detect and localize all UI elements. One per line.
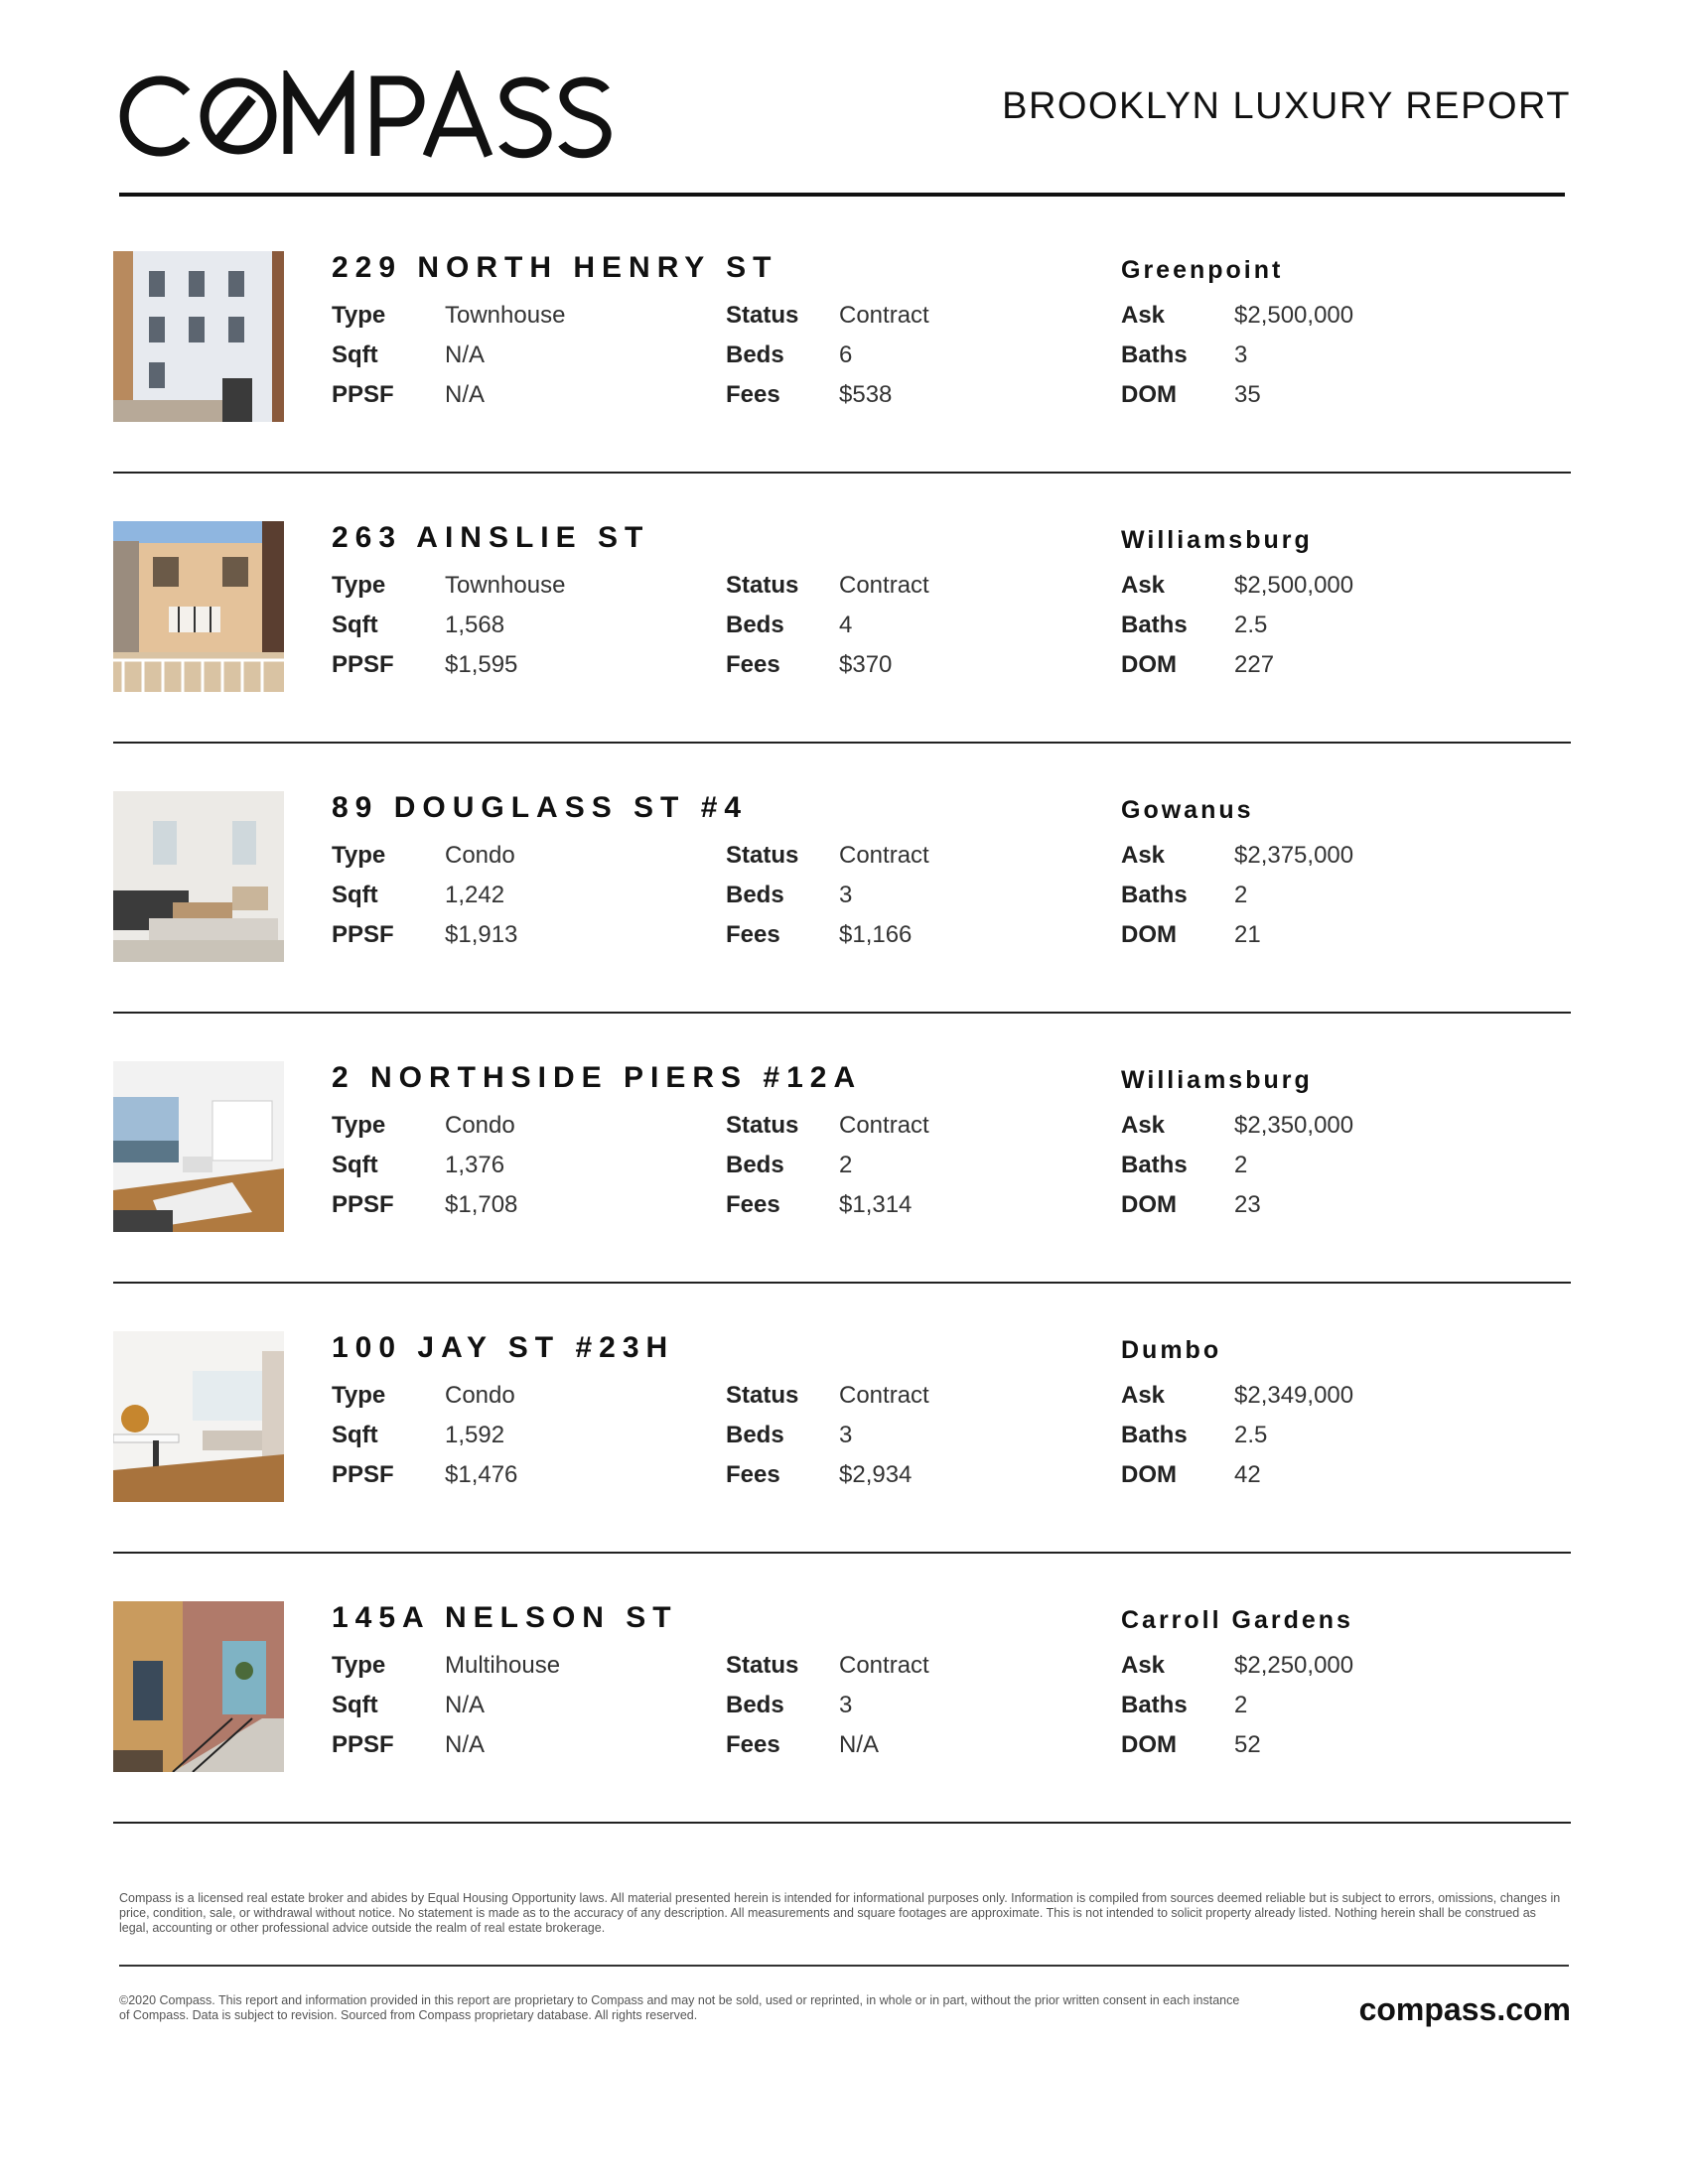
dom-value: 52 [1234, 1731, 1261, 1758]
listing-address[interactable]: 229 NORTH HENRY ST [332, 251, 778, 284]
status-label: Status [726, 842, 799, 869]
ask-label: Ask [1121, 1112, 1166, 1139]
status-value: Contract [839, 1112, 929, 1139]
dom-value: 21 [1234, 921, 1261, 948]
status-label: Status [726, 302, 799, 329]
disclaimer-text: Compass is a licensed real estate broker and abides by Equal Housing Opportunity laws. All material presented herein is intended for informational purposes only. Information is compiled from sources deemed reliable but is subject to errors, omissions, changes in price, condition, sale, or withdrawal without notice. No statement is made as to the accuracy of any description. All measurements and square footages are approximate. This is not intended to solicit property already listed. Nothing herein shall be construed as legal, accounting or other professional advice outside the realm of real estate brokerage. [119, 1891, 1561, 1935]
dom-label: DOM [1121, 921, 1177, 948]
baths-value: 2.5 [1234, 1422, 1268, 1448]
sqft-value: 1,592 [445, 1422, 505, 1448]
waterview-living-room-photo[interactable] [113, 1061, 284, 1232]
type-label: Type [332, 1382, 386, 1409]
sqft-label: Sqft [332, 882, 378, 908]
type-value: Townhouse [445, 572, 566, 599]
baths-label: Baths [1121, 1152, 1188, 1178]
ppsf-label: PPSF [332, 1731, 394, 1758]
fees-value: $1,314 [839, 1191, 913, 1218]
baths-value: 2 [1234, 882, 1248, 908]
brick-townhouse-photo[interactable] [113, 521, 284, 692]
fees-value: $2,934 [839, 1461, 913, 1488]
status-label: Status [726, 1382, 799, 1409]
baths-value: 2.5 [1234, 612, 1268, 638]
sqft-value: 1,242 [445, 882, 505, 908]
sqft-value: N/A [445, 1692, 486, 1718]
baths-value: 2 [1234, 1152, 1248, 1178]
ask-value: $2,349,000 [1234, 1382, 1354, 1409]
ask-label: Ask [1121, 842, 1166, 869]
dom-value: 35 [1234, 381, 1261, 408]
ppsf-value: $1,595 [445, 651, 518, 678]
status-value: Contract [839, 842, 929, 869]
beds-label: Beds [726, 1422, 784, 1448]
ask-value: $2,500,000 [1234, 572, 1354, 599]
listing-card[interactable] [113, 1601, 1571, 1869]
listing-neighborhood: Williamsburg [1121, 1066, 1313, 1094]
type-label: Type [332, 1112, 386, 1139]
ask-value: $2,250,000 [1234, 1652, 1354, 1679]
type-value: Multihouse [445, 1652, 561, 1679]
ppsf-value: N/A [445, 1731, 486, 1758]
dom-value: 23 [1234, 1191, 1261, 1218]
dom-label: DOM [1121, 1461, 1177, 1488]
type-label: Type [332, 302, 386, 329]
dom-label: DOM [1121, 381, 1177, 408]
listing-neighborhood: Carroll Gardens [1121, 1606, 1353, 1634]
status-value: Contract [839, 1382, 929, 1409]
ppsf-value: $1,476 [445, 1461, 518, 1488]
listing-divider [113, 1012, 1571, 1014]
ask-label: Ask [1121, 572, 1166, 599]
dining-room-photo[interactable] [113, 1331, 284, 1502]
baths-value: 3 [1234, 341, 1248, 368]
ask-label: Ask [1121, 1652, 1166, 1679]
listing-card[interactable] [113, 1331, 1571, 1599]
listing-card[interactable] [113, 791, 1571, 1059]
ppsf-label: PPSF [332, 1191, 394, 1218]
beds-value: 3 [839, 1692, 853, 1718]
listing-card[interactable] [113, 1061, 1571, 1329]
white-townhouse-photo[interactable] [113, 251, 284, 422]
ppsf-label: PPSF [332, 651, 394, 678]
type-value: Condo [445, 1112, 515, 1139]
status-value: Contract [839, 572, 929, 599]
beds-value: 3 [839, 1422, 853, 1448]
beds-value: 6 [839, 341, 853, 368]
beds-label: Beds [726, 612, 784, 638]
type-label: Type [332, 842, 386, 869]
listing-neighborhood: Greenpoint [1121, 256, 1284, 284]
ask-value: $2,350,000 [1234, 1112, 1354, 1139]
listing-card[interactable] [113, 251, 1571, 519]
dom-value: 227 [1234, 651, 1275, 678]
fees-value: $538 [839, 381, 893, 408]
listing-divider [113, 472, 1571, 474]
compass-wordmark [117, 70, 614, 162]
baths-label: Baths [1121, 612, 1188, 638]
ask-value: $2,500,000 [1234, 302, 1354, 329]
baths-label: Baths [1121, 1692, 1188, 1718]
status-label: Status [726, 1112, 799, 1139]
listing-card[interactable] [113, 521, 1571, 789]
baths-label: Baths [1121, 341, 1188, 368]
living-room-photo[interactable] [113, 791, 284, 962]
fees-value: N/A [839, 1731, 880, 1758]
status-label: Status [726, 1652, 799, 1679]
sqft-label: Sqft [332, 1422, 378, 1448]
baths-label: Baths [1121, 1422, 1188, 1448]
dom-label: DOM [1121, 651, 1177, 678]
beds-label: Beds [726, 1692, 784, 1718]
ppsf-label: PPSF [332, 381, 394, 408]
listing-neighborhood: Gowanus [1121, 796, 1254, 824]
brownstone-stoop-photo[interactable] [113, 1601, 284, 1772]
fees-label: Fees [726, 1731, 780, 1758]
listing-address[interactable]: 145A NELSON ST [332, 1601, 678, 1634]
website-link[interactable]: compass.com [1358, 1991, 1571, 2027]
beds-label: Beds [726, 1152, 784, 1178]
listing-neighborhood: Williamsburg [1121, 526, 1313, 554]
fees-label: Fees [726, 921, 780, 948]
sqft-label: Sqft [332, 341, 378, 368]
footer-divider [119, 1965, 1569, 1967]
listing-address[interactable]: 100 JAY ST #23H [332, 1331, 675, 1364]
sqft-label: Sqft [332, 1692, 378, 1718]
dom-label: DOM [1121, 1191, 1177, 1218]
listing-address[interactable]: 89 DOUGLASS ST #4 [332, 791, 749, 824]
status-label: Status [726, 572, 799, 599]
fees-value: $370 [839, 651, 893, 678]
baths-value: 2 [1234, 1692, 1248, 1718]
fees-label: Fees [726, 651, 780, 678]
type-value: Condo [445, 1382, 515, 1409]
status-value: Contract [839, 1652, 929, 1679]
sqft-value: N/A [445, 341, 486, 368]
type-value: Townhouse [445, 302, 566, 329]
listing-divider [113, 1282, 1571, 1284]
ppsf-label: PPSF [332, 1461, 394, 1488]
status-value: Contract [839, 302, 929, 329]
sqft-label: Sqft [332, 612, 378, 638]
copyright-text: ©2020 Compass. This report and information provided in this report are proprietary to Compass and may not be sold, used or reprinted, in whole or in part, without the prior written consent in each instance of Compass. Data is subject to revision. Sourced from Compass proprietary database. All rights reserved. [119, 1993, 1240, 2022]
ppsf-value: N/A [445, 381, 486, 408]
beds-value: 4 [839, 612, 853, 638]
type-value: Condo [445, 842, 515, 869]
listing-neighborhood: Dumbo [1121, 1336, 1222, 1364]
ppsf-value: $1,913 [445, 921, 518, 948]
dom-label: DOM [1121, 1731, 1177, 1758]
compass-logo [117, 62, 614, 171]
ppsf-value: $1,708 [445, 1191, 518, 1218]
ask-label: Ask [1121, 1382, 1166, 1409]
header-divider [119, 193, 1565, 197]
sqft-label: Sqft [332, 1152, 378, 1178]
ask-label: Ask [1121, 302, 1166, 329]
dom-value: 42 [1234, 1461, 1261, 1488]
type-label: Type [332, 1652, 386, 1679]
beds-value: 3 [839, 882, 853, 908]
type-label: Type [332, 572, 386, 599]
beds-label: Beds [726, 882, 784, 908]
fees-label: Fees [726, 381, 780, 408]
fees-label: Fees [726, 1191, 780, 1218]
listing-address[interactable]: 2 NORTHSIDE PIERS #12A [332, 1061, 863, 1094]
listing-address[interactable]: 263 AINSLIE ST [332, 521, 650, 554]
beds-value: 2 [839, 1152, 853, 1178]
sqft-value: 1,376 [445, 1152, 505, 1178]
listing-divider [113, 1552, 1571, 1554]
baths-label: Baths [1121, 882, 1188, 908]
listing-divider [113, 742, 1571, 744]
listing-divider [113, 1822, 1571, 1824]
sqft-value: 1,568 [445, 612, 505, 638]
ppsf-label: PPSF [332, 921, 394, 948]
report-title: BROOKLYN LUXURY REPORT [1002, 85, 1571, 127]
fees-value: $1,166 [839, 921, 913, 948]
beds-label: Beds [726, 341, 784, 368]
fees-label: Fees [726, 1461, 780, 1488]
ask-value: $2,375,000 [1234, 842, 1354, 869]
